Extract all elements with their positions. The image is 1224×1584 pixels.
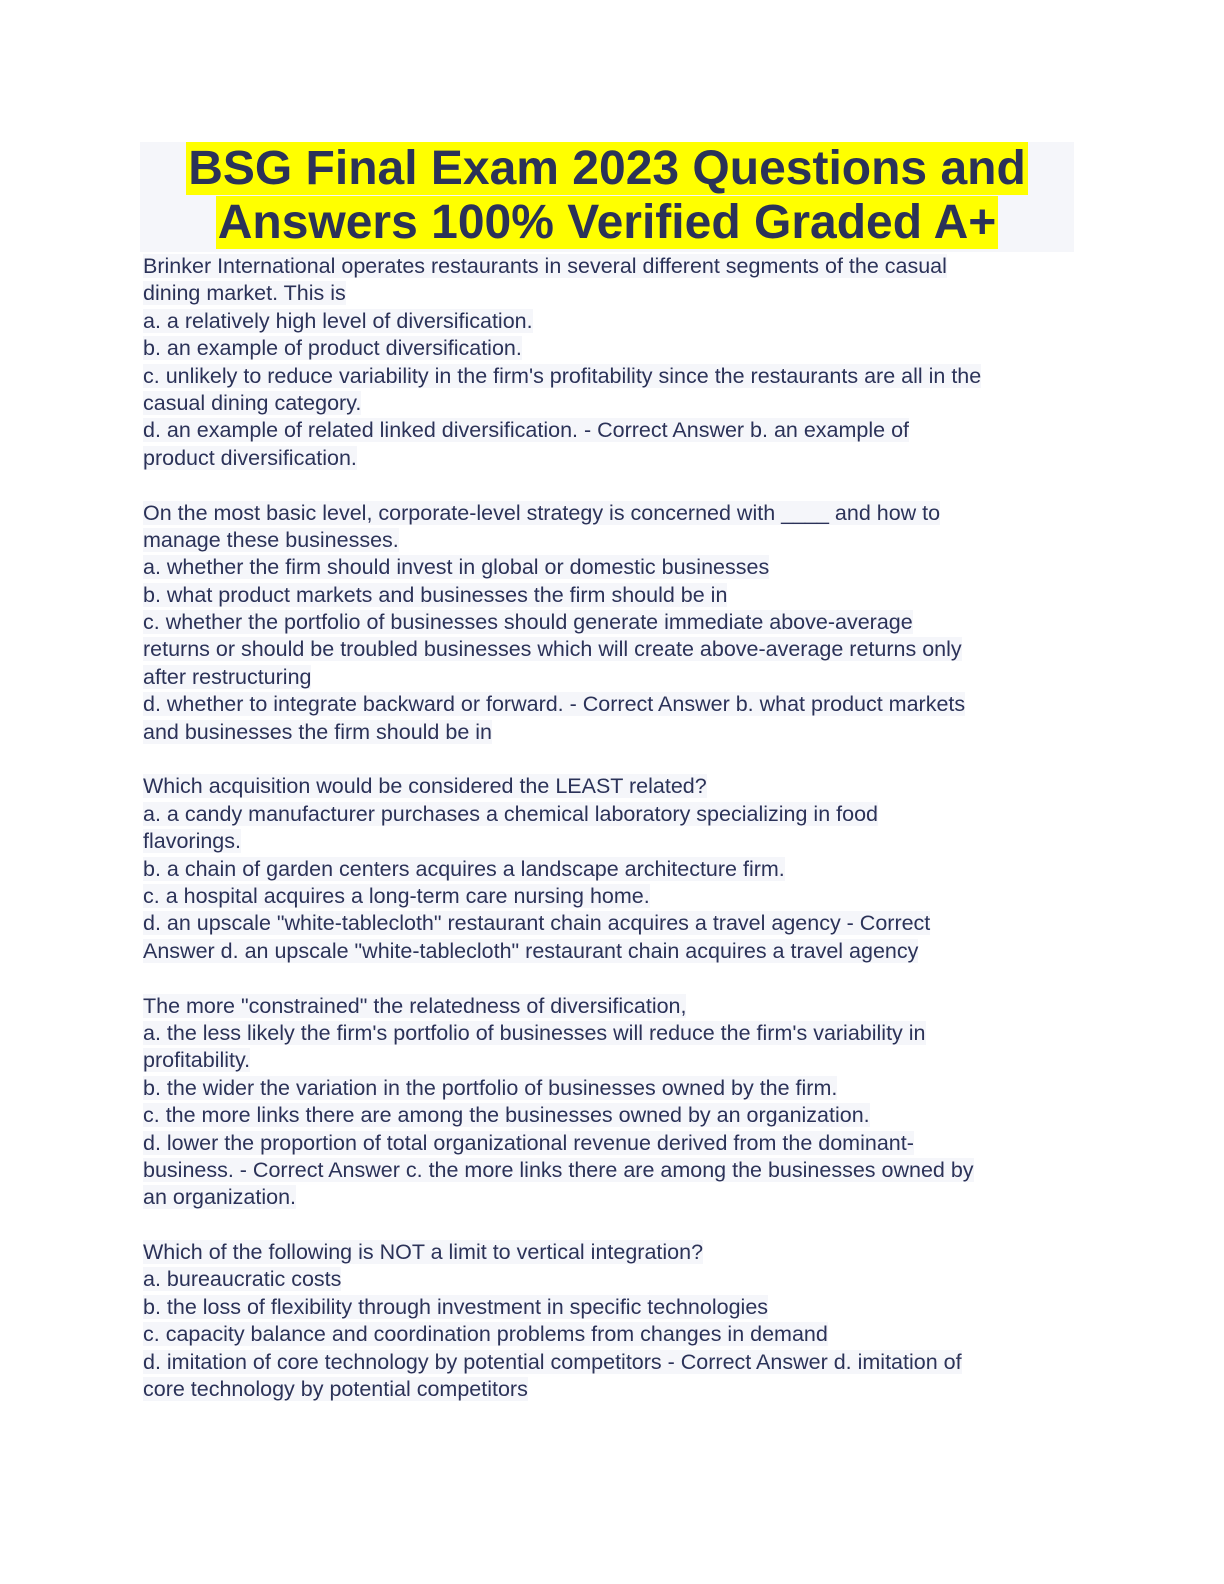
question-block: [143, 993, 1078, 1212]
text-line: On the most basic level, corporate-level strategy is concerned with ____ and how to: [143, 500, 941, 525]
text-line: business. - Correct Answer c. the more links there are among the businesses owned by: [143, 1157, 974, 1182]
text-line: dining market. This is: [143, 281, 346, 306]
text-line: b. an example of product diversification.: [143, 336, 522, 361]
text-line: c. unlikely to reduce variability in the firm's profitability since the restaurants are all in the: [143, 363, 982, 388]
document-content: [143, 253, 1078, 1403]
text-line: c. whether the portfolio of businesses should generate immediate above-average: [143, 610, 913, 635]
text-line: and businesses the firm should be in: [143, 719, 492, 744]
text-line: a. a relatively high level of diversification.: [143, 308, 533, 333]
text-line: c. a hospital acquires a long-term care nursing home.: [143, 883, 650, 908]
text-line: d. imitation of core technology by potential competitors - Correct Answer d. imitation of: [143, 1349, 962, 1374]
text-line: Which acquisition would be considered the LEAST related?: [143, 774, 707, 799]
text-line: c. the more links there are among the businesses owned by an organization.: [143, 1103, 870, 1128]
text-line: profitability.: [143, 1048, 251, 1073]
text-line: an organization.: [143, 1185, 296, 1210]
text-line: Brinker International operates restaurants in several different segments of the casual: [143, 254, 947, 278]
text-line: d. an upscale "white-tablecloth" restaurant chain acquires a travel agency - Correct: [143, 911, 931, 936]
text-line: b. what product markets and businesses the firm should be in: [143, 582, 728, 607]
question-block: [143, 253, 1078, 472]
title-block: [140, 142, 1074, 252]
paragraph-gap: [143, 472, 1078, 499]
text-line: core technology by potential competitors: [143, 1377, 528, 1402]
text-line: a. whether the firm should invest in global or domestic businesses: [143, 555, 770, 580]
text-line: manage these businesses.: [143, 527, 399, 552]
text-line: returns or should be troubled businesses which will create above-average returns only: [143, 637, 962, 662]
question-block: [143, 773, 1078, 965]
text-line: c. capacity balance and coordination problems from changes in demand: [143, 1322, 828, 1347]
question-block: [143, 1239, 1078, 1403]
text-line: a. a candy manufacturer purchases a chemical laboratory specializing in food: [143, 801, 878, 826]
text-line: after restructuring: [143, 664, 312, 689]
text-line: product diversification.: [143, 445, 357, 470]
document-title-line-2: Answers 100% Verified Graded A+: [217, 196, 997, 249]
paragraph-gap: [143, 1212, 1078, 1239]
text-line: Answer d. an upscale "white-tablecloth" restaurant chain acquires a travel agency: [143, 938, 919, 963]
text-line: a. the less likely the firm's portfolio of businesses will reduce the firm's variability in: [143, 1020, 926, 1045]
text-line: d. lower the proportion of total organizational revenue derived from the dominant-: [143, 1130, 914, 1155]
text-line: The more "constrained" the relatedness of diversification,: [143, 993, 687, 1018]
text-line: b. a chain of garden centers acquires a landscape architecture firm.: [143, 856, 785, 881]
text-line: a. bureaucratic costs: [143, 1267, 342, 1292]
text-line: casual dining category.: [143, 390, 362, 415]
question-block: [143, 500, 1078, 747]
text-line: b. the wider the variation in the portfolio of businesses owned by the firm.: [143, 1075, 838, 1100]
text-line: Which of the following is NOT a limit to vertical integration?: [143, 1240, 704, 1265]
paragraph-gap: [143, 965, 1078, 992]
paragraph-gap: [143, 746, 1078, 773]
text-line: b. the loss of flexibility through investment in specific technologies: [143, 1294, 769, 1319]
text-line: d. an example of related linked diversification. - Correct Answer b. an example of: [143, 418, 910, 443]
text-line: flavorings.: [143, 829, 241, 854]
text-line: d. whether to integrate backward or forward. - Correct Answer b. what product markets: [143, 692, 966, 717]
document-title-line-1: BSG Final Exam 2023 Questions and: [188, 142, 1026, 195]
